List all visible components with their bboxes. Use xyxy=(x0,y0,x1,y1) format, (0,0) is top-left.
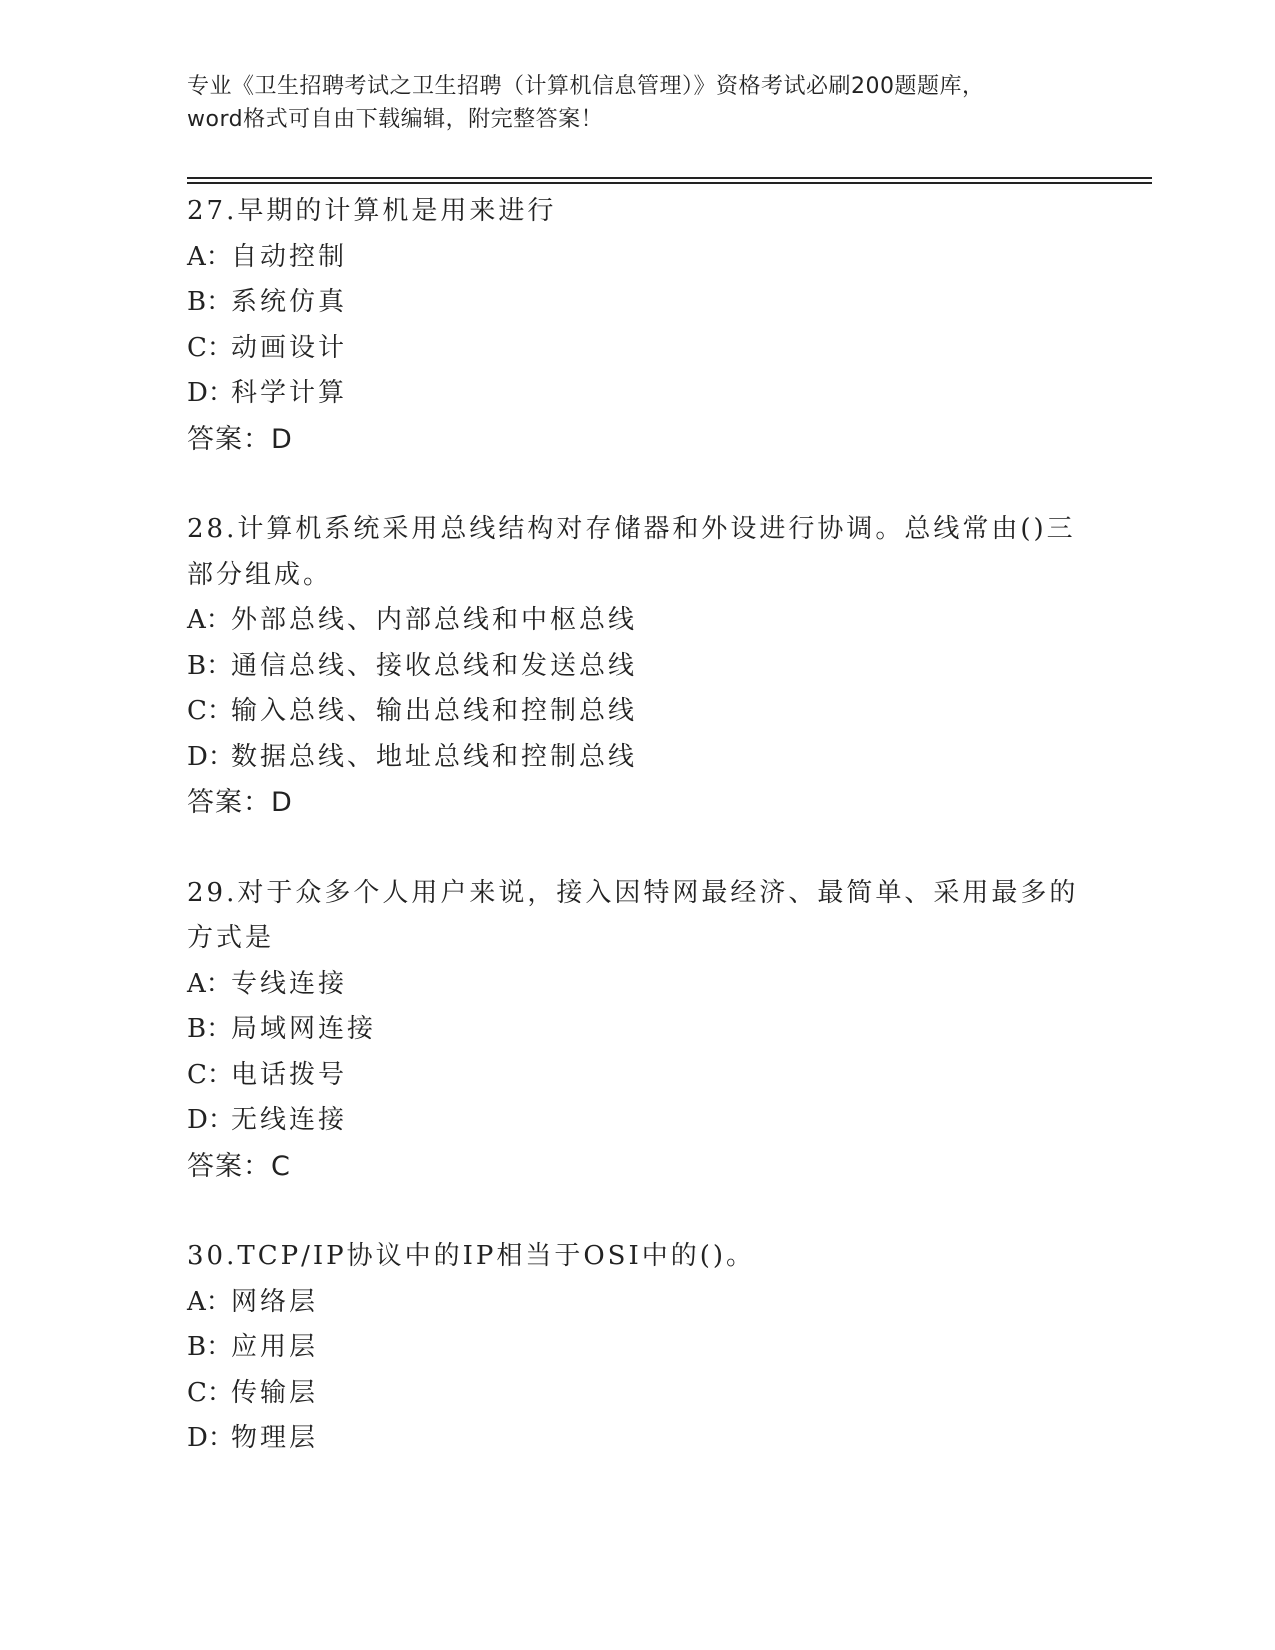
question-list xyxy=(187,189,1087,1462)
answer-line: 答案：D xyxy=(187,787,293,818)
option-c xyxy=(187,1053,1087,1099)
option-text: 通信总线、接收总线和发送总线 xyxy=(231,650,638,681)
option-letter: C： xyxy=(187,332,233,363)
question-28 xyxy=(187,507,1087,826)
header-divider-bottom xyxy=(187,182,1152,184)
option-letter: B： xyxy=(187,287,233,317)
option-a xyxy=(187,598,1087,644)
option-d xyxy=(187,371,1087,417)
option-text: 传输层 xyxy=(231,1377,319,1408)
option-letter: C： xyxy=(187,1059,233,1090)
option-letter: D： xyxy=(187,1105,234,1135)
option-text: 网络层 xyxy=(231,1286,319,1317)
option-d xyxy=(187,735,1087,781)
answer-line: 答案：D xyxy=(187,423,293,455)
option-b xyxy=(187,644,1087,690)
option-text: 局域网连接 xyxy=(231,1014,377,1044)
option-text: 数据总线、地址总线和控制总线 xyxy=(231,741,638,772)
option-letter: C： xyxy=(187,696,233,726)
spacer xyxy=(187,462,1087,507)
option-letter: D： xyxy=(187,741,234,772)
document-header xyxy=(187,70,1087,136)
option-letter: A： xyxy=(187,241,232,272)
option-letter: A： xyxy=(187,1286,232,1317)
option-a xyxy=(187,1280,1087,1326)
option-text: 专线连接 xyxy=(231,968,348,999)
header-line-1: 专业《卫生招聘考试之卫生招聘（计算机信息管理）》资格考试必刷200题题库， xyxy=(187,74,985,99)
option-text: 电话拨号 xyxy=(231,1059,348,1090)
option-b xyxy=(187,280,1087,326)
question-29 xyxy=(187,871,1087,1190)
option-letter: A： xyxy=(187,968,232,999)
option-letter: B： xyxy=(187,1332,233,1362)
question-27 xyxy=(187,189,1087,462)
question-stem: 27.早期的计算机是用来进行 xyxy=(187,196,557,226)
question-stem: 29.对于众多个人用户来说，接入因特网最经济、最简单、采用最多的方式是 xyxy=(187,877,1079,953)
option-text: 无线连接 xyxy=(231,1105,348,1135)
option-text: 科学计算 xyxy=(231,378,348,408)
option-c xyxy=(187,326,1087,372)
spacer xyxy=(187,826,1087,871)
option-b xyxy=(187,1325,1087,1371)
option-b xyxy=(187,1007,1087,1053)
option-c xyxy=(187,1371,1087,1417)
option-a xyxy=(187,962,1087,1008)
option-text: 系统仿真 xyxy=(231,287,348,317)
option-letter: D： xyxy=(187,378,234,408)
answer-line: 答案：C xyxy=(187,1150,291,1182)
option-text: 外部总线、内部总线和中枢总线 xyxy=(231,605,638,635)
option-letter: B： xyxy=(187,650,233,681)
question-stem: 28.计算机系统采用总线结构对存储器和外设进行协调。总线常由()三部分组成。 xyxy=(187,514,1076,590)
option-d xyxy=(187,1098,1087,1144)
option-letter: D： xyxy=(187,1423,234,1453)
header-line-2: word格式可自由下载编辑，附完整答案！ xyxy=(187,107,604,132)
header-divider-top xyxy=(187,177,1152,179)
option-letter: C： xyxy=(187,1377,233,1408)
option-c xyxy=(187,689,1087,735)
option-d xyxy=(187,1416,1087,1462)
option-text: 输入总线、输出总线和控制总线 xyxy=(231,696,638,726)
option-letter: B： xyxy=(187,1014,233,1044)
option-text: 动画设计 xyxy=(231,332,348,363)
option-a xyxy=(187,235,1087,281)
option-letter: A： xyxy=(187,605,232,635)
option-text: 应用层 xyxy=(231,1332,319,1362)
question-stem: 30.TCP/IP协议中的IP相当于OSI中的()。 xyxy=(187,1241,756,1271)
question-30 xyxy=(187,1234,1087,1462)
spacer xyxy=(187,1189,1087,1234)
option-text: 自动控制 xyxy=(231,241,348,272)
option-text: 物理层 xyxy=(231,1423,319,1453)
